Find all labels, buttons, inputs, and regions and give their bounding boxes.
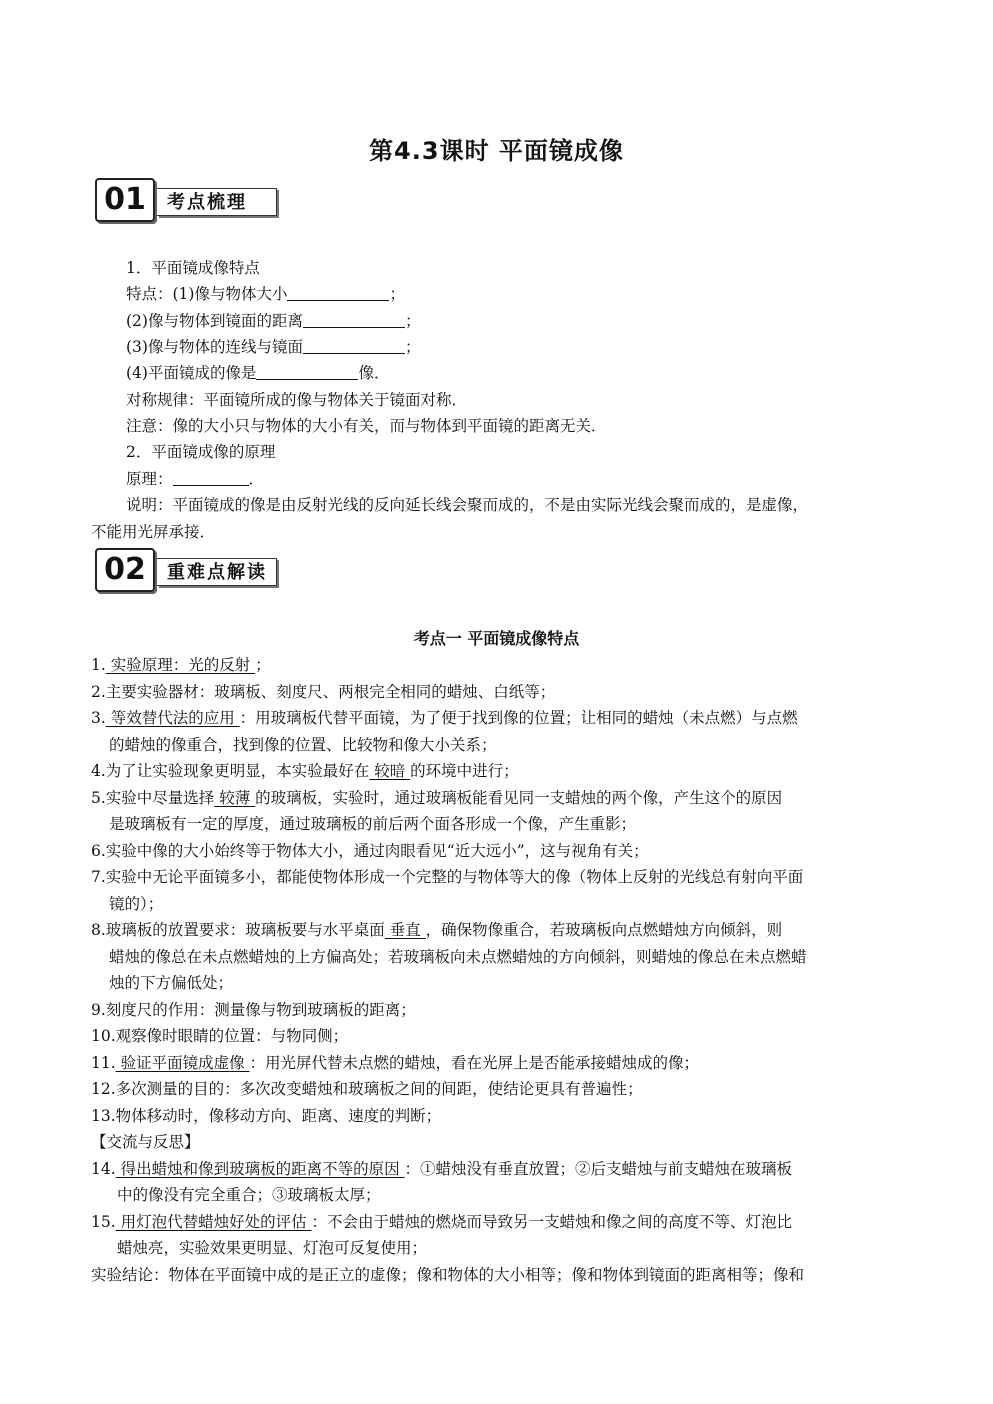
answer-blank xyxy=(256,361,358,380)
item-2: 2.主要实验器材：玻璃板、刻度尺、两根完全相同的蜡烛、白纸等； xyxy=(91,683,556,701)
answer-blank xyxy=(303,335,405,354)
item-5-cont: 是玻璃板有一定的厚度，通过玻璃板的前后两个面各形成一个像，产生重影； xyxy=(109,815,637,833)
badge-number: 01 xyxy=(95,178,155,222)
item-14-cont: 中的像没有完全重合；③玻璃板太厚； xyxy=(117,1186,381,1204)
s1-line-6: 对称规律：平面镜所成的像与物体关于镜面对称． xyxy=(126,391,468,409)
s1-line-7: 注意：像的大小只与物体的大小有关，而与物体到平面镜的距离无关． xyxy=(126,417,607,435)
item-7-cont: 镜的）； xyxy=(109,895,164,913)
section-heading: 考点一 平面镜成像特点 xyxy=(413,629,580,648)
item-3-cont: 的蜡烛的像重合，找到像的位置、比较物和像大小关系； xyxy=(109,736,497,754)
item-10: 10.观察像时眼睛的位置：与物同侧； xyxy=(91,1027,349,1045)
s1-line-4: (3)像与物体的连线与镜面 ； xyxy=(126,334,420,360)
item-5: 5.实验中尽量选择 较薄 的玻璃板，实验时，通过玻璃板能看见同一支蜡烛的两个像，产生这个的原因 xyxy=(91,789,783,807)
item-13: 13.物体移动时，像移动方向、距离、速度的判断； xyxy=(91,1107,442,1125)
badge-label: 重难点解读 xyxy=(157,558,277,586)
item-15: 15. 用灯泡代替蜡烛好处的评估 ：不会由于蜡烛的燃烧而导致另一支蜡烛和像之间的高度不等、灯泡比 xyxy=(91,1213,793,1231)
item-3: 3. 等效替代法的应用 ：用玻璃板代替平面镜，为了便于找到像的位置；让相同的蜡烛（未点燃）与点燃 xyxy=(91,709,798,727)
item-12: 12.多次测量的目的：多次改变蜡烛和玻璃板之间的间距，使结论更具有普遍性； xyxy=(91,1080,643,1098)
answer-blank xyxy=(287,282,389,301)
item-11: 11. 验证平面镜成虚像 ：用光屏代替未点燃的蜡烛，看在光屏上是否能承接蜡烛成的像； xyxy=(91,1054,700,1072)
conclusion: 实验结论：物体在平面镜中成的是正立的虚像；像和物体的大小相等；像和物体到镜面的距离相等；像和 xyxy=(91,1266,805,1284)
answer-blank xyxy=(173,467,249,486)
item-8-cont2: 烛的下方偏低处； xyxy=(109,974,234,992)
s1-line-11: 不能用光屏承接． xyxy=(91,523,216,541)
badge-number: 02 xyxy=(95,548,155,592)
exchange-heading: 【交流与反思】 xyxy=(91,1133,200,1151)
item-9: 9.刻度尺的作用：测量像与物到玻璃板的距离； xyxy=(91,1001,416,1019)
item-8: 8.玻璃板的放置要求：玻璃板要与水平桌面 垂直 ，确保物像重合，若玻璃板向点燃蜡烛方向倾斜，则 xyxy=(91,921,783,939)
s1-line-2: 特点：(1)像与物体大小 ； xyxy=(126,281,405,307)
badge-label: 考点梳理 xyxy=(157,188,277,216)
item-4: 4.为了让实验现象更明显，本实验最好在 较暗 的环境中进行； xyxy=(91,762,519,780)
s1-line-8: 2．平面镜成像的原理 xyxy=(126,443,276,461)
item-6: 6.实验中像的大小始终等于物体大小，通过肉眼看见“近大远小”，这与视角有关； xyxy=(91,842,649,860)
item-14: 14. 得出蜡烛和像到玻璃板的距离不等的原因 ：①蜡烛没有垂直放置；②后支蜡烛与前支蜡烛在玻璃板 xyxy=(91,1160,793,1178)
page-title: 第4.3课时 平面镜成像 xyxy=(369,137,624,165)
s1-line-3: (2)像与物体到镜面的距离 ； xyxy=(126,308,420,334)
answer-blank xyxy=(303,309,405,328)
item-7: 7.实验中无论平面镜多小，都能使物体形成一个完整的与物体等大的像（物体上反射的光线总有射向平面 xyxy=(91,868,804,886)
s1-line-1: 1．平面镜成像特点 xyxy=(126,259,260,277)
item-8-cont1: 蜡烛的像总在未点燃蜡烛的上方偏高处；若玻璃板向未点燃蜡烛的方向倾斜，则蜡烛的像总在未点燃蜡 xyxy=(109,948,807,966)
item-1: 1. 实验原理：光的反射 ； xyxy=(91,656,271,674)
item-15-cont: 蜡烛亮，实验效果更明显、灯泡可反复使用； xyxy=(117,1239,428,1257)
s1-line-10: 说明：平面镜成的像是由反射光线的反向延长线会聚而成的，不是由实际光线会聚而成的，是虚像， xyxy=(126,496,809,514)
s1-line-5: (4)平面镜成的像是 像． xyxy=(126,360,389,386)
s1-line-9: 原理： ． xyxy=(126,466,264,492)
